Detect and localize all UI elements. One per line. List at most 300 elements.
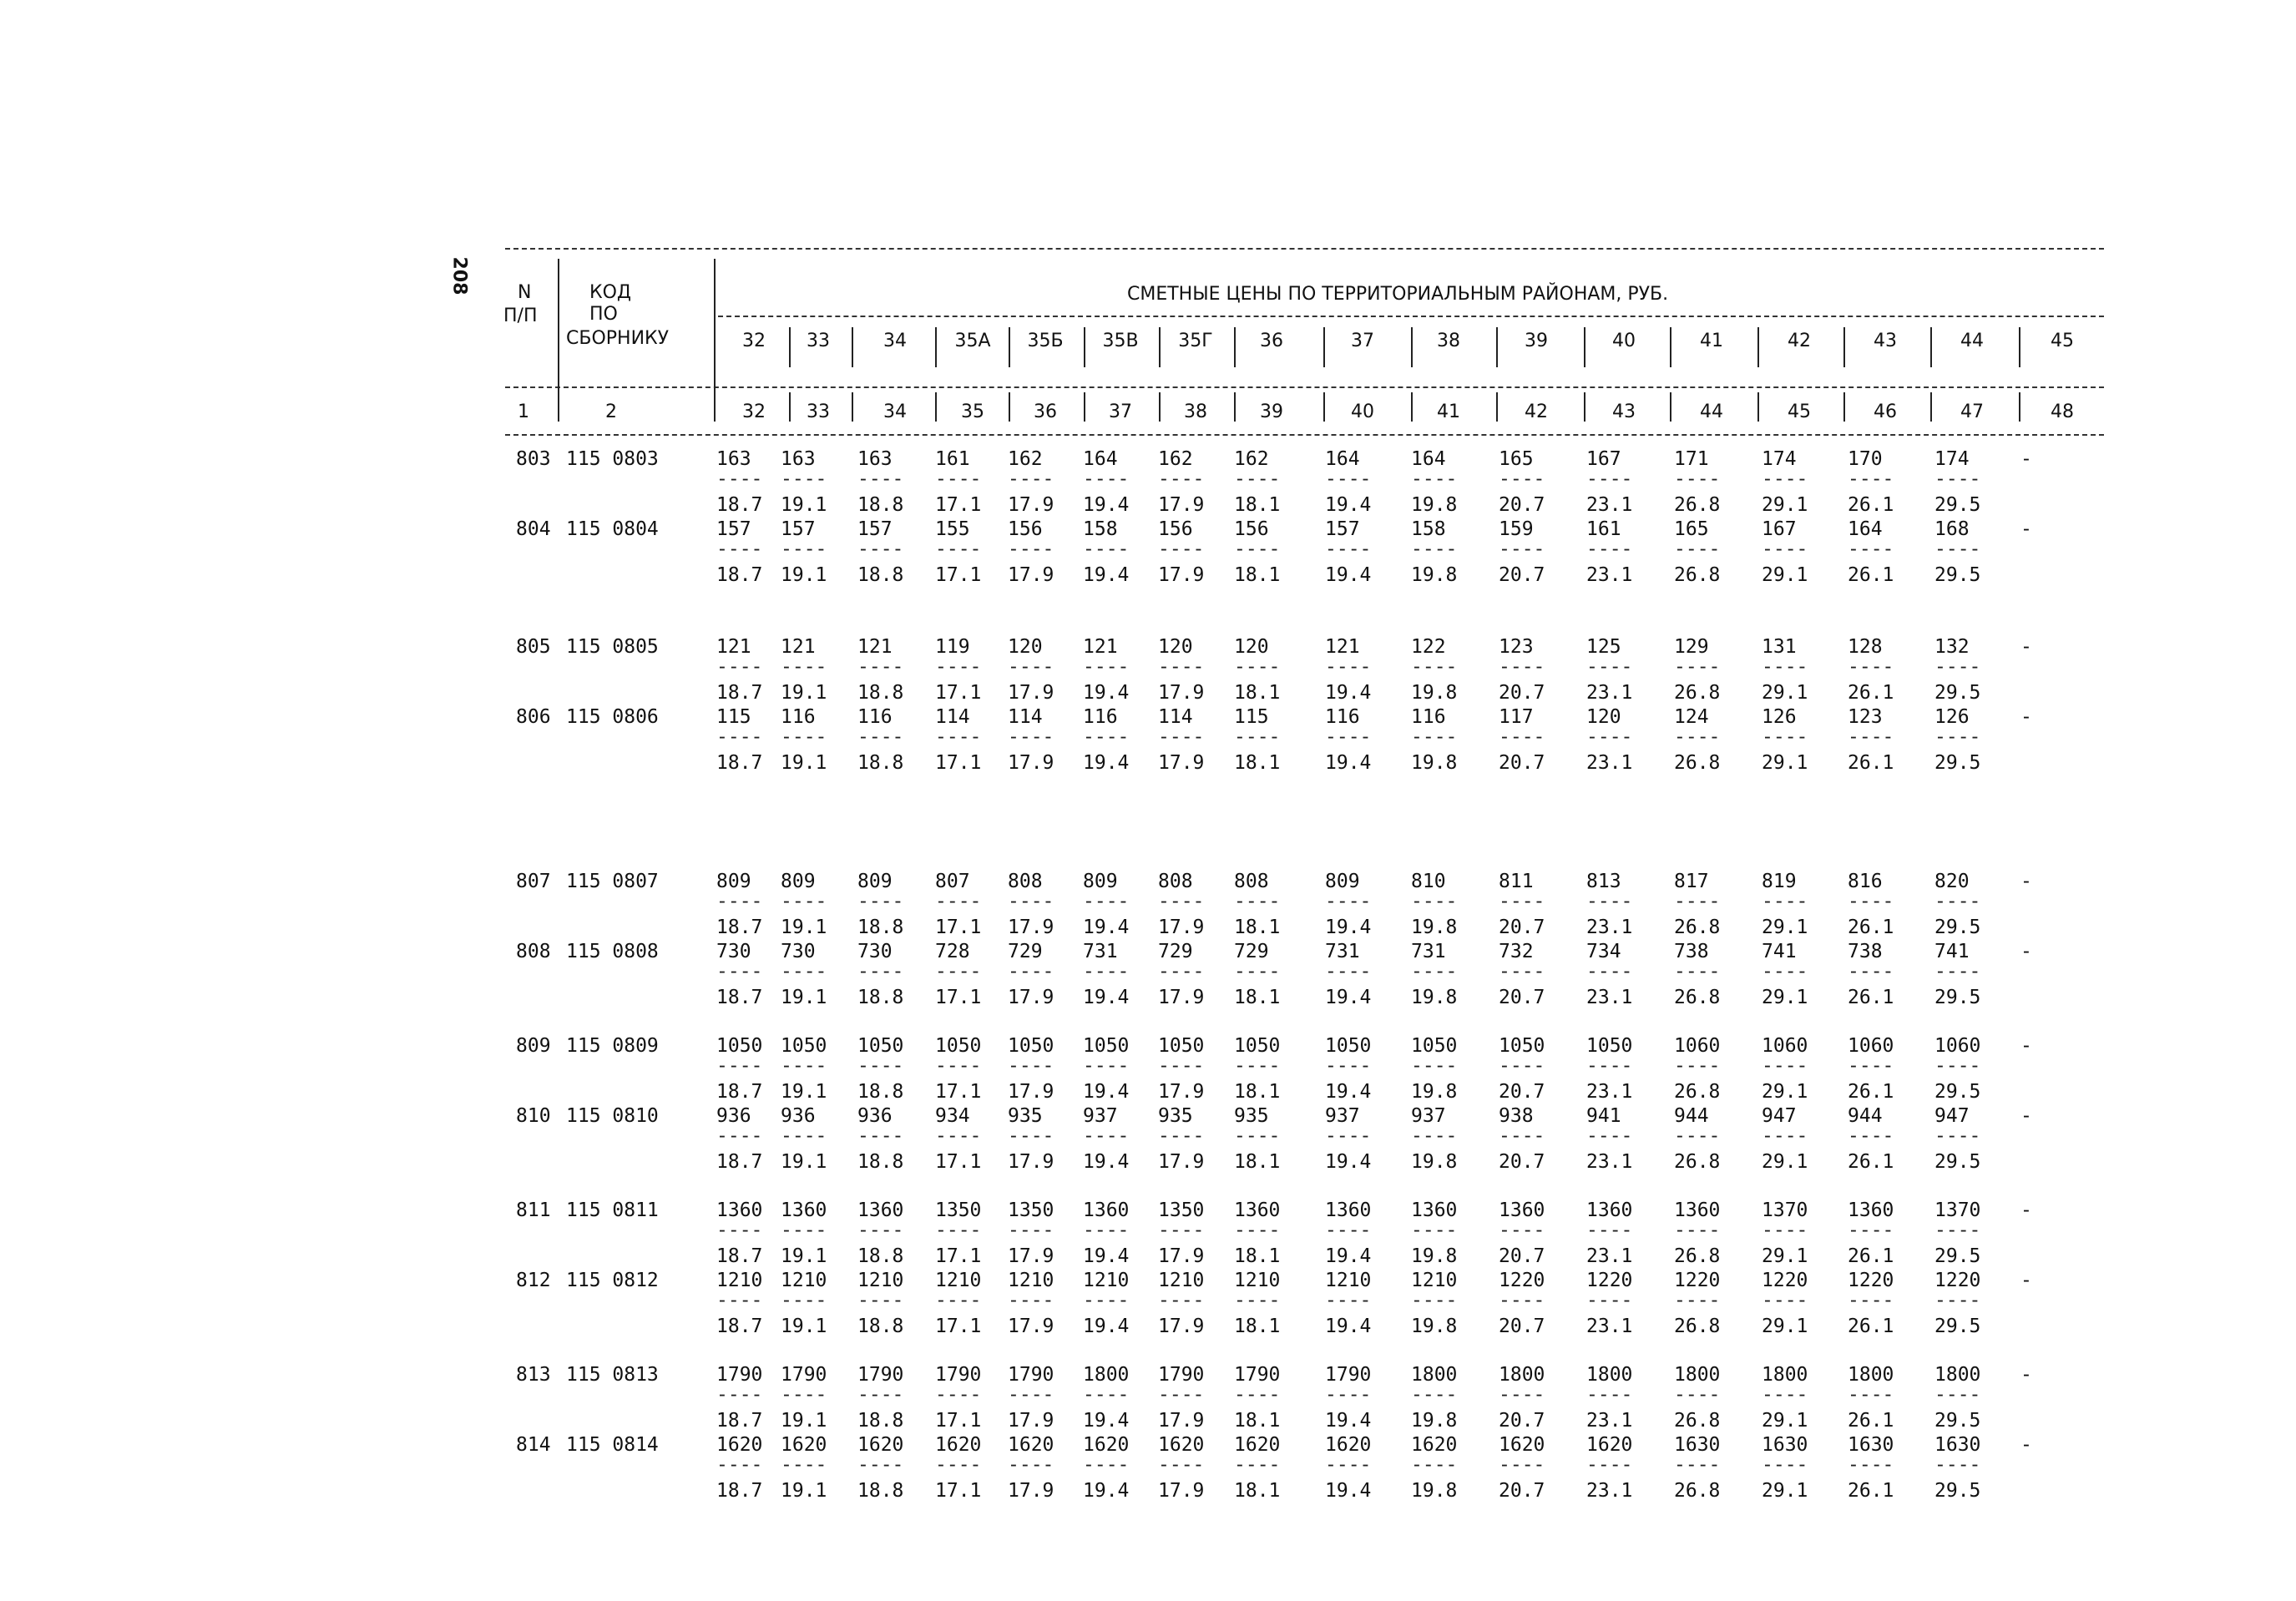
row-code: 115 0806 bbox=[566, 706, 659, 728]
price-denominator: 29.5 bbox=[1934, 1151, 1981, 1173]
price-denominator: 17.9 bbox=[1008, 494, 1054, 516]
price-denominator: 19.4 bbox=[1325, 494, 1372, 516]
fraction-bar: ---- bbox=[1674, 1454, 1721, 1476]
price-denominator: 19.8 bbox=[1411, 1410, 1458, 1432]
price-denominator: 17.9 bbox=[1008, 752, 1054, 774]
price-numerator: 730 bbox=[857, 941, 893, 962]
price-denominator: 29.1 bbox=[1762, 917, 1808, 938]
price-numerator: 114 bbox=[1008, 706, 1043, 728]
fraction-bar: ---- bbox=[1499, 656, 1545, 678]
price-numerator: 156 bbox=[1234, 518, 1269, 540]
price-denominator: 18.8 bbox=[857, 1151, 904, 1173]
price-numerator: 120 bbox=[1234, 636, 1269, 658]
price-numerator: 808 bbox=[1008, 871, 1043, 892]
price-denominator: 19.4 bbox=[1325, 1245, 1372, 1267]
price-numerator: 1620 bbox=[1083, 1434, 1130, 1456]
fraction-bar: ---- bbox=[1325, 1290, 1372, 1311]
price-numerator: 1050 bbox=[1158, 1035, 1205, 1057]
price-denominator: 20.7 bbox=[1499, 987, 1545, 1008]
price-denominator: 26.8 bbox=[1674, 564, 1721, 586]
price-numerator: 1370 bbox=[1934, 1199, 1981, 1221]
price-denominator: 18.1 bbox=[1234, 494, 1281, 516]
price-denominator: 17.1 bbox=[935, 564, 982, 586]
price-numerator: 1620 bbox=[716, 1434, 763, 1456]
price-denominator: 18.7 bbox=[716, 494, 763, 516]
fraction-bar: ---- bbox=[1008, 1125, 1054, 1147]
price-numerator: 1360 bbox=[1848, 1199, 1894, 1221]
price-denominator: 17.9 bbox=[1158, 1151, 1205, 1173]
price-numerator: 156 bbox=[1158, 518, 1193, 540]
price-denominator: 17.9 bbox=[1008, 1081, 1054, 1103]
price-numerator: 728 bbox=[935, 941, 970, 962]
price-numerator: 128 bbox=[1848, 636, 1883, 658]
price-numerator: 1220 bbox=[1848, 1270, 1894, 1291]
price-denominator: 18.7 bbox=[716, 1480, 763, 1502]
price-denominator: 19.1 bbox=[781, 1245, 827, 1267]
fraction-bar: ---- bbox=[1674, 656, 1721, 678]
price-denominator: 17.9 bbox=[1158, 682, 1205, 704]
no-value-dash: - bbox=[2020, 518, 2032, 540]
fraction-bar: ---- bbox=[1762, 1055, 1808, 1077]
fraction-bar: ---- bbox=[857, 726, 904, 748]
header-mid-rule bbox=[505, 386, 2104, 388]
price-numerator: 1630 bbox=[1934, 1434, 1981, 1456]
fraction-bar: ---- bbox=[1411, 1055, 1458, 1077]
price-denominator: 17.9 bbox=[1008, 1410, 1054, 1432]
price-denominator: 29.1 bbox=[1762, 1151, 1808, 1173]
price-numerator: 1060 bbox=[1762, 1035, 1808, 1057]
row-index: 814 bbox=[516, 1434, 551, 1456]
fraction-bar: ---- bbox=[1411, 538, 1458, 560]
fraction-bar: ---- bbox=[1934, 726, 1981, 748]
fraction-bar: ---- bbox=[857, 1384, 904, 1406]
price-numerator: 1050 bbox=[716, 1035, 763, 1057]
price-denominator: 19.1 bbox=[781, 1410, 827, 1432]
price-numerator: 819 bbox=[1762, 871, 1797, 892]
price-denominator: 19.4 bbox=[1083, 494, 1130, 516]
price-numerator: 120 bbox=[1586, 706, 1621, 728]
fraction-bar: ---- bbox=[1325, 656, 1372, 678]
price-denominator: 29.5 bbox=[1934, 564, 1981, 586]
price-numerator: 167 bbox=[1762, 518, 1797, 540]
header-bottom-rule bbox=[505, 434, 2104, 436]
price-denominator: 19.4 bbox=[1083, 1081, 1130, 1103]
price-denominator: 29.5 bbox=[1934, 682, 1981, 704]
fraction-bar: ---- bbox=[1848, 1290, 1894, 1311]
fraction-bar: ---- bbox=[1934, 1290, 1981, 1311]
price-denominator: 17.9 bbox=[1008, 1151, 1054, 1173]
price-numerator: 731 bbox=[1083, 941, 1118, 962]
col-number: 38 bbox=[1184, 402, 1207, 422]
price-numerator: 121 bbox=[716, 636, 751, 658]
price-numerator: 122 bbox=[1411, 636, 1446, 658]
price-denominator: 19.1 bbox=[781, 752, 827, 774]
fraction-bar: ---- bbox=[1234, 656, 1281, 678]
price-denominator: 17.9 bbox=[1008, 564, 1054, 586]
district-label: 34 bbox=[883, 331, 907, 351]
fraction-bar: ---- bbox=[1934, 1125, 1981, 1147]
fraction-bar: ---- bbox=[1674, 538, 1721, 560]
fraction-bar: ---- bbox=[1586, 726, 1633, 748]
price-numerator: 1220 bbox=[1934, 1270, 1981, 1291]
fraction-bar: ---- bbox=[716, 961, 763, 982]
colnum-divider-9 bbox=[1496, 392, 1498, 422]
price-numerator: 808 bbox=[1158, 871, 1193, 892]
fraction-bar: ---- bbox=[1325, 1454, 1372, 1476]
row-index: 812 bbox=[516, 1270, 551, 1291]
price-denominator: 18.7 bbox=[716, 987, 763, 1008]
price-numerator: 1210 bbox=[716, 1270, 763, 1291]
price-numerator: 1050 bbox=[1008, 1035, 1054, 1057]
price-denominator: 19.1 bbox=[781, 564, 827, 586]
price-numerator: 114 bbox=[1158, 706, 1193, 728]
price-denominator: 17.9 bbox=[1158, 1316, 1205, 1337]
fraction-bar: ---- bbox=[1586, 1290, 1633, 1311]
price-denominator: 26.8 bbox=[1674, 987, 1721, 1008]
price-numerator: 1210 bbox=[781, 1270, 827, 1291]
fraction-bar: ---- bbox=[1411, 891, 1458, 912]
price-numerator: 1220 bbox=[1586, 1270, 1633, 1291]
fraction-bar: ---- bbox=[935, 1454, 982, 1476]
price-numerator: 174 bbox=[1762, 448, 1797, 470]
price-numerator: 1790 bbox=[716, 1364, 763, 1386]
fraction-bar: ---- bbox=[1499, 1055, 1545, 1077]
district-divider-6 bbox=[1234, 327, 1236, 367]
fraction-bar: ---- bbox=[716, 726, 763, 748]
price-numerator: 809 bbox=[781, 871, 816, 892]
price-denominator: 23.1 bbox=[1586, 682, 1633, 704]
price-numerator: 1210 bbox=[857, 1270, 904, 1291]
price-numerator: 155 bbox=[935, 518, 970, 540]
price-denominator: 19.8 bbox=[1411, 752, 1458, 774]
fraction-bar: ---- bbox=[1234, 1384, 1281, 1406]
price-numerator: 809 bbox=[1325, 871, 1360, 892]
price-numerator: 1220 bbox=[1674, 1270, 1721, 1291]
fraction-bar: ---- bbox=[1234, 1055, 1281, 1077]
price-numerator: 168 bbox=[1934, 518, 1970, 540]
price-numerator: 174 bbox=[1934, 448, 1970, 470]
price-denominator: 18.8 bbox=[857, 1410, 904, 1432]
district-divider-5 bbox=[1159, 327, 1161, 367]
price-numerator: 808 bbox=[1234, 871, 1269, 892]
colnum-divider-1 bbox=[852, 392, 853, 422]
price-denominator: 19.4 bbox=[1083, 1480, 1130, 1502]
price-denominator: 19.4 bbox=[1083, 682, 1130, 704]
price-denominator: 19.4 bbox=[1325, 1151, 1372, 1173]
price-numerator: 1360 bbox=[1499, 1199, 1545, 1221]
district-divider-8 bbox=[1411, 327, 1413, 367]
price-denominator: 17.9 bbox=[1008, 1245, 1054, 1267]
price-denominator: 19.8 bbox=[1411, 494, 1458, 516]
price-numerator: 1800 bbox=[1411, 1364, 1458, 1386]
fraction-bar: ---- bbox=[1674, 1055, 1721, 1077]
price-numerator: 1630 bbox=[1762, 1434, 1808, 1456]
price-numerator: 731 bbox=[1411, 941, 1446, 962]
price-denominator: 19.4 bbox=[1083, 987, 1130, 1008]
fraction-bar: ---- bbox=[1008, 1220, 1054, 1241]
price-numerator: 125 bbox=[1586, 636, 1621, 658]
price-denominator: 26.1 bbox=[1848, 917, 1894, 938]
fraction-bar: ---- bbox=[1325, 891, 1372, 912]
price-numerator: 120 bbox=[1158, 636, 1193, 658]
fraction-bar: ---- bbox=[1762, 468, 1808, 490]
price-numerator: 1790 bbox=[1158, 1364, 1205, 1386]
district-divider-1 bbox=[852, 327, 853, 367]
fraction-bar: ---- bbox=[1411, 656, 1458, 678]
price-numerator: 1620 bbox=[1158, 1434, 1205, 1456]
price-denominator: 17.1 bbox=[935, 752, 982, 774]
colnum-divider-11 bbox=[1670, 392, 1671, 422]
price-numerator: 729 bbox=[1234, 941, 1269, 962]
fraction-bar: ---- bbox=[1499, 1454, 1545, 1476]
price-numerator: 156 bbox=[1008, 518, 1043, 540]
price-numerator: 731 bbox=[1325, 941, 1360, 962]
price-denominator: 26.8 bbox=[1674, 1245, 1721, 1267]
price-denominator: 26.1 bbox=[1848, 1081, 1894, 1103]
price-denominator: 23.1 bbox=[1586, 1245, 1633, 1267]
fraction-bar: ---- bbox=[1008, 468, 1054, 490]
price-numerator: 1350 bbox=[1008, 1199, 1054, 1221]
price-denominator: 23.1 bbox=[1586, 752, 1633, 774]
price-numerator: 934 bbox=[935, 1105, 970, 1127]
district-label: 35В bbox=[1102, 331, 1139, 351]
price-numerator: 1620 bbox=[1499, 1434, 1545, 1456]
fraction-bar: ---- bbox=[716, 1220, 763, 1241]
price-denominator: 17.1 bbox=[935, 1245, 982, 1267]
price-denominator: 18.1 bbox=[1234, 1480, 1281, 1502]
fraction-bar: ---- bbox=[1234, 1220, 1281, 1241]
price-denominator: 17.9 bbox=[1158, 564, 1205, 586]
price-numerator: 1800 bbox=[1499, 1364, 1545, 1386]
fraction-bar: ---- bbox=[1008, 961, 1054, 982]
price-numerator: 1060 bbox=[1934, 1035, 1981, 1057]
price-denominator: 19.1 bbox=[781, 917, 827, 938]
col-number: 46 bbox=[1874, 402, 1897, 422]
col-n-label: П/П bbox=[503, 306, 538, 326]
row-code: 115 0812 bbox=[566, 1270, 659, 1291]
district-label: 35Б bbox=[1027, 331, 1064, 351]
fraction-bar: ---- bbox=[1674, 961, 1721, 982]
price-denominator: 26.1 bbox=[1848, 1316, 1894, 1337]
price-denominator: 19.1 bbox=[781, 1151, 827, 1173]
fraction-bar: ---- bbox=[1234, 1125, 1281, 1147]
price-numerator: 1360 bbox=[1325, 1199, 1372, 1221]
fraction-bar: ---- bbox=[857, 656, 904, 678]
price-numerator: 164 bbox=[1083, 448, 1118, 470]
price-denominator: 18.1 bbox=[1234, 682, 1281, 704]
fraction-bar: ---- bbox=[1848, 726, 1894, 748]
price-denominator: 19.4 bbox=[1325, 682, 1372, 704]
price-denominator: 23.1 bbox=[1586, 987, 1633, 1008]
price-numerator: 729 bbox=[1008, 941, 1043, 962]
price-denominator: 17.9 bbox=[1008, 682, 1054, 704]
fraction-bar: ---- bbox=[716, 1384, 763, 1406]
price-numerator: 1360 bbox=[857, 1199, 904, 1221]
fraction-bar: ---- bbox=[857, 1125, 904, 1147]
district-divider-9 bbox=[1496, 327, 1498, 367]
price-numerator: 809 bbox=[857, 871, 893, 892]
fraction-bar: ---- bbox=[1411, 1290, 1458, 1311]
price-denominator: 23.1 bbox=[1586, 1151, 1633, 1173]
price-denominator: 26.1 bbox=[1848, 1410, 1894, 1432]
district-label: 44 bbox=[1960, 331, 1984, 351]
fraction-bar: ---- bbox=[1158, 726, 1205, 748]
price-denominator: 20.7 bbox=[1499, 1480, 1545, 1502]
price-denominator: 20.7 bbox=[1499, 1316, 1545, 1337]
price-denominator: 29.1 bbox=[1762, 1480, 1808, 1502]
price-numerator: 730 bbox=[716, 941, 751, 962]
price-denominator: 19.4 bbox=[1325, 917, 1372, 938]
fraction-bar: ---- bbox=[716, 1454, 763, 1476]
price-denominator: 23.1 bbox=[1586, 1410, 1633, 1432]
price-numerator: 1050 bbox=[1234, 1035, 1281, 1057]
price-denominator: 19.4 bbox=[1083, 917, 1130, 938]
colnum-divider-14 bbox=[1930, 392, 1932, 422]
row-code: 115 0814 bbox=[566, 1434, 659, 1456]
col-number: 41 bbox=[1437, 402, 1460, 422]
price-denominator: 18.8 bbox=[857, 917, 904, 938]
fraction-bar: ---- bbox=[1848, 1125, 1894, 1147]
price-numerator: 164 bbox=[1411, 448, 1446, 470]
fraction-bar: ---- bbox=[1934, 468, 1981, 490]
fraction-bar: ---- bbox=[1158, 1290, 1205, 1311]
fraction-bar: ---- bbox=[1083, 1125, 1130, 1147]
no-value-dash: - bbox=[2020, 1105, 2032, 1127]
district-divider-2 bbox=[935, 327, 937, 367]
fraction-bar: ---- bbox=[1158, 961, 1205, 982]
price-numerator: 1800 bbox=[1586, 1364, 1633, 1386]
fraction-bar: ---- bbox=[1848, 538, 1894, 560]
price-denominator: 29.5 bbox=[1934, 1316, 1981, 1337]
price-numerator: 132 bbox=[1934, 636, 1970, 658]
price-denominator: 29.1 bbox=[1762, 1081, 1808, 1103]
price-denominator: 17.1 bbox=[935, 987, 982, 1008]
fraction-bar: ---- bbox=[1674, 1125, 1721, 1147]
fraction-bar: ---- bbox=[1499, 1290, 1545, 1311]
price-denominator: 19.8 bbox=[1411, 564, 1458, 586]
price-numerator: 165 bbox=[1499, 448, 1534, 470]
price-numerator: 170 bbox=[1848, 448, 1883, 470]
fraction-bar: ---- bbox=[1158, 1125, 1205, 1147]
price-numerator: 171 bbox=[1674, 448, 1709, 470]
price-numerator: 115 bbox=[1234, 706, 1269, 728]
fraction-bar: ---- bbox=[935, 468, 982, 490]
price-numerator: 162 bbox=[1234, 448, 1269, 470]
fraction-bar: ---- bbox=[1934, 1055, 1981, 1077]
price-numerator: 165 bbox=[1674, 518, 1709, 540]
no-value-dash: - bbox=[2020, 448, 2032, 470]
fraction-bar: ---- bbox=[857, 1290, 904, 1311]
price-denominator: 17.9 bbox=[1008, 1316, 1054, 1337]
price-numerator: 1800 bbox=[1762, 1364, 1808, 1386]
price-numerator: 1620 bbox=[1325, 1434, 1372, 1456]
fraction-bar: ---- bbox=[781, 1055, 827, 1077]
fraction-bar: ---- bbox=[1848, 961, 1894, 982]
price-numerator: 1350 bbox=[935, 1199, 982, 1221]
price-numerator: 131 bbox=[1762, 636, 1797, 658]
fraction-bar: ---- bbox=[1083, 1384, 1130, 1406]
price-denominator: 20.7 bbox=[1499, 917, 1545, 938]
row-code: 115 0808 bbox=[566, 941, 659, 962]
row-code: 115 0805 bbox=[566, 636, 659, 658]
price-numerator: 1790 bbox=[781, 1364, 827, 1386]
price-denominator: 18.7 bbox=[716, 1410, 763, 1432]
price-numerator: 114 bbox=[935, 706, 970, 728]
group-title-rule bbox=[718, 316, 2104, 317]
row-code: 115 0810 bbox=[566, 1105, 659, 1127]
price-denominator: 19.8 bbox=[1411, 1316, 1458, 1337]
price-denominator: 17.9 bbox=[1158, 917, 1205, 938]
price-numerator: 1630 bbox=[1848, 1434, 1894, 1456]
price-numerator: 734 bbox=[1586, 941, 1621, 962]
price-numerator: 1060 bbox=[1848, 1035, 1894, 1057]
price-numerator: 941 bbox=[1586, 1105, 1621, 1127]
fraction-bar: ---- bbox=[1762, 1384, 1808, 1406]
price-denominator: 18.8 bbox=[857, 1245, 904, 1267]
fraction-bar: ---- bbox=[1762, 1454, 1808, 1476]
price-numerator: 120 bbox=[1008, 636, 1043, 658]
fraction-bar: ---- bbox=[1158, 656, 1205, 678]
price-numerator: 1620 bbox=[1234, 1434, 1281, 1456]
fraction-bar: ---- bbox=[1674, 468, 1721, 490]
fraction-bar: ---- bbox=[1411, 1220, 1458, 1241]
fraction-bar: ---- bbox=[781, 656, 827, 678]
price-denominator: 26.8 bbox=[1674, 682, 1721, 704]
price-denominator: 29.1 bbox=[1762, 1245, 1808, 1267]
row-index: 806 bbox=[516, 706, 551, 728]
price-denominator: 18.8 bbox=[857, 1480, 904, 1502]
price-numerator: 816 bbox=[1848, 871, 1883, 892]
fraction-bar: ---- bbox=[935, 538, 982, 560]
price-denominator: 19.8 bbox=[1411, 1480, 1458, 1502]
price-numerator: 123 bbox=[1848, 706, 1883, 728]
price-numerator: 1360 bbox=[1234, 1199, 1281, 1221]
price-numerator: 817 bbox=[1674, 871, 1709, 892]
price-denominator: 18.8 bbox=[857, 752, 904, 774]
no-value-dash: - bbox=[2020, 1434, 2032, 1456]
fraction-bar: ---- bbox=[1762, 891, 1808, 912]
price-denominator: 26.1 bbox=[1848, 987, 1894, 1008]
price-denominator: 26.1 bbox=[1848, 752, 1894, 774]
price-denominator: 18.8 bbox=[857, 1081, 904, 1103]
row-index: 803 bbox=[516, 448, 551, 470]
price-numerator: 164 bbox=[1325, 448, 1360, 470]
fraction-bar: ---- bbox=[1762, 961, 1808, 982]
price-denominator: 18.7 bbox=[716, 564, 763, 586]
colnum-divider-2 bbox=[935, 392, 937, 422]
price-numerator: 1630 bbox=[1674, 1434, 1721, 1456]
price-numerator: 1790 bbox=[857, 1364, 904, 1386]
district-divider-7 bbox=[1323, 327, 1325, 367]
fraction-bar: ---- bbox=[716, 1290, 763, 1311]
price-numerator: 1360 bbox=[716, 1199, 763, 1221]
district-label: 33 bbox=[807, 331, 830, 351]
fraction-bar: ---- bbox=[1411, 961, 1458, 982]
col-number: 43 bbox=[1612, 402, 1636, 422]
fraction-bar: ---- bbox=[1083, 1290, 1130, 1311]
price-denominator: 17.9 bbox=[1008, 917, 1054, 938]
price-numerator: 163 bbox=[716, 448, 751, 470]
price-denominator: 17.9 bbox=[1158, 1410, 1205, 1432]
price-denominator: 19.4 bbox=[1325, 987, 1372, 1008]
price-numerator: 163 bbox=[857, 448, 893, 470]
col-number: 40 bbox=[1351, 402, 1374, 422]
fraction-bar: ---- bbox=[1762, 1220, 1808, 1241]
price-numerator: 126 bbox=[1762, 706, 1797, 728]
fraction-bar: ---- bbox=[857, 1220, 904, 1241]
fraction-bar: ---- bbox=[781, 961, 827, 982]
fraction-bar: ---- bbox=[1586, 961, 1633, 982]
